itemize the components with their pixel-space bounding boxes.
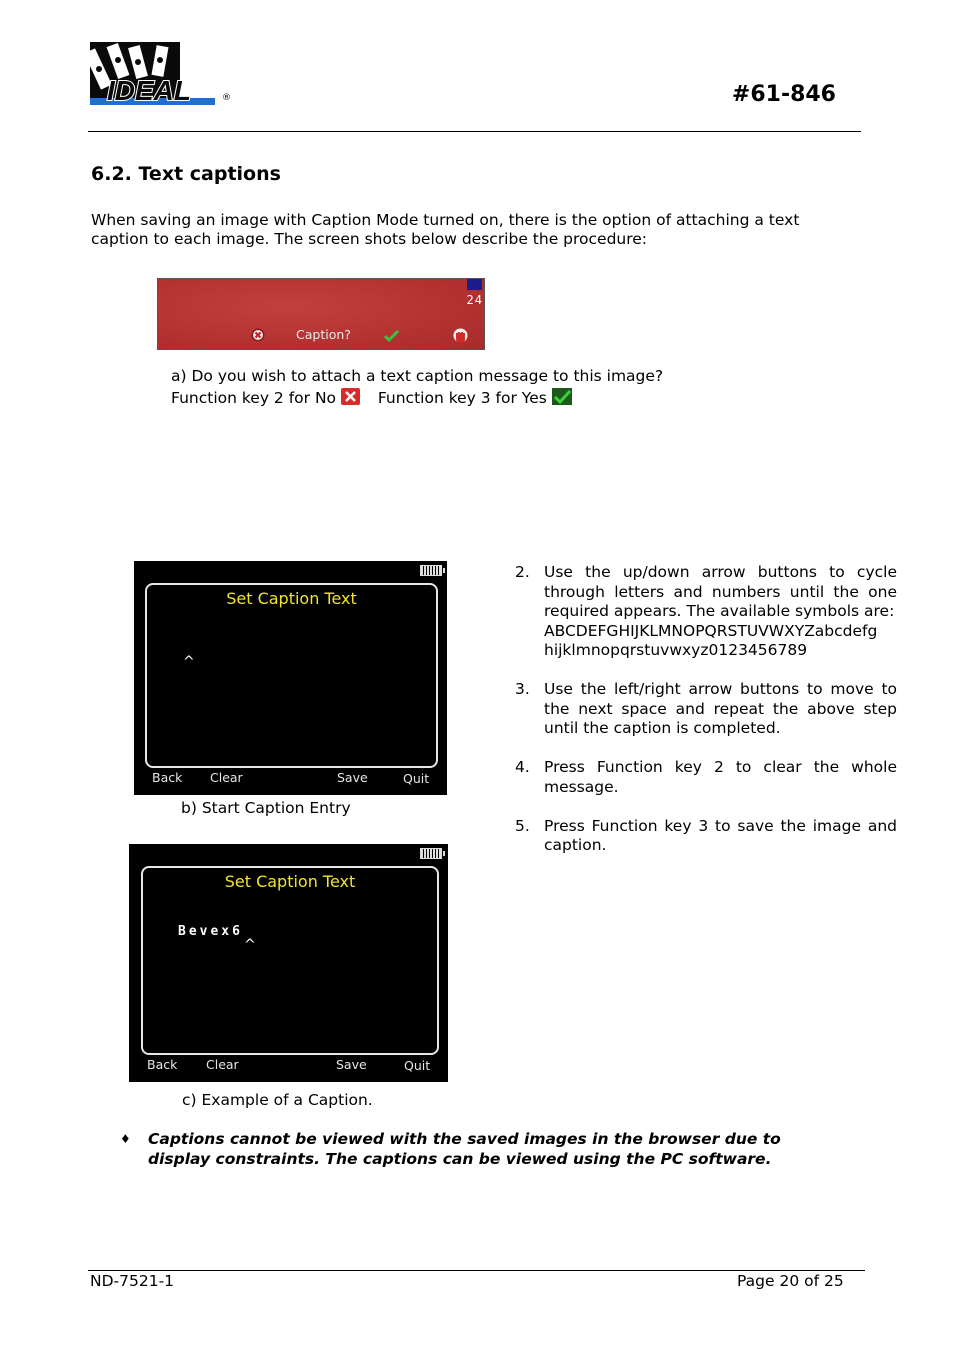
no-x-icon <box>341 388 360 405</box>
save-key: Save <box>337 770 368 785</box>
note-callout <box>120 1129 840 1169</box>
blue-indicator <box>467 279 482 290</box>
caption-frame <box>141 866 439 1055</box>
footer-rule <box>88 1270 865 1271</box>
step-text: Press Function key 2 to clear the whole message. <box>544 758 897 796</box>
clear-key: Clear <box>210 770 243 785</box>
ideal-logo <box>90 42 232 108</box>
section-heading: 6.2. Text captions <box>91 163 281 185</box>
cursor-caret: ^ <box>183 654 195 670</box>
start-caption-screenshot <box>134 561 447 795</box>
fn2-label: Function key 2 for No <box>171 389 337 407</box>
fn3-label: Function key 3 for Yes <box>377 389 547 407</box>
screen-b-caption: b) Start Caption Entry <box>181 799 351 817</box>
image-counter: 24 <box>466 293 483 307</box>
list-item: 4. Press Function key 2 to clear the whole message. <box>515 758 897 796</box>
symbol-list-2: hijklmnopqrstuvwxyz0123456789 <box>544 641 808 659</box>
step-text: Press Function key 3 to save the image and caption. <box>544 816 897 854</box>
caption-screen-title: Set Caption Text <box>224 872 356 891</box>
footer-page-number: Page 20 of 25 <box>737 1272 844 1290</box>
instruction-steps <box>515 563 897 875</box>
symbol-list-1: ABCDEFGHIJKLMNOPQRSTUVWXYZabcdefg <box>544 621 878 640</box>
clear-key: Clear <box>206 1057 239 1072</box>
note-text: Captions cannot be viewed with the saved images in the browser due to display constraints. The captions can be viewed using the PC software. <box>148 1130 781 1168</box>
caption-frame <box>145 583 438 768</box>
back-key: Back <box>147 1057 178 1072</box>
screen-a-caption <box>171 365 663 409</box>
cursor-caret: ^ <box>244 937 256 953</box>
back-key: Back <box>152 770 183 785</box>
entered-caption-text: Bevex6 <box>178 924 243 939</box>
step-text: Use the up/down arrow buttons to cycle through letters and numbers until the one required appears. The available symbols are: <box>544 563 897 620</box>
quit-key: Quit <box>403 771 430 786</box>
save-key: Save <box>336 1057 367 1072</box>
document-number: #61-846 <box>731 82 836 107</box>
registered-mark: ® <box>222 93 231 103</box>
caption-screen-title: Set Caption Text <box>226 589 357 608</box>
caption-example-screenshot <box>129 844 448 1082</box>
list-item: 2. Use the up/down arrow buttons to cycle through letters and numbers until the one required appears. The available symbols are: ABCDEFGHIJKLMNOPQRSTUVWXYZabcdefg hijklmnopqrstuvwxyz0123456789 <box>515 563 897 659</box>
diamond-bullet-icon: ♦ <box>120 1132 131 1146</box>
step-text: Use the left/right arrow buttons to move to the next space and repeat the above step until the caption is completed. <box>544 680 897 737</box>
svg-text:IDEAL: IDEAL <box>107 75 191 106</box>
function-key-legend <box>171 387 663 409</box>
quit-key: Quit <box>404 1058 431 1073</box>
screen-c-caption: c) Example of a Caption. <box>182 1091 373 1109</box>
intro-paragraph: When saving an image with Caption Mode turned on, there is the option of attaching a text caption to each image. The screen shots below describe the procedure: <box>91 211 800 248</box>
no-icon <box>251 328 265 342</box>
list-item: 3. Use the left/right arrow buttons to move to the next space and repeat the above step until the caption is completed. <box>515 680 897 737</box>
caption-prompt: Caption? <box>296 327 351 342</box>
header-rule <box>88 131 861 132</box>
yes-check-icon <box>552 388 572 405</box>
caption-prompt-screenshot <box>157 278 485 350</box>
stop-hand-icon <box>453 327 468 343</box>
caption-question: a) Do you wish to attach a text caption message to this image? <box>171 367 664 385</box>
footer-doc-id: ND-7521-1 <box>90 1272 175 1290</box>
list-item: 5. Press Function key 3 to save the image and caption. <box>515 816 897 854</box>
yes-checkmark-icon <box>384 329 399 342</box>
battery-icon <box>420 565 442 576</box>
battery-icon <box>420 848 442 859</box>
